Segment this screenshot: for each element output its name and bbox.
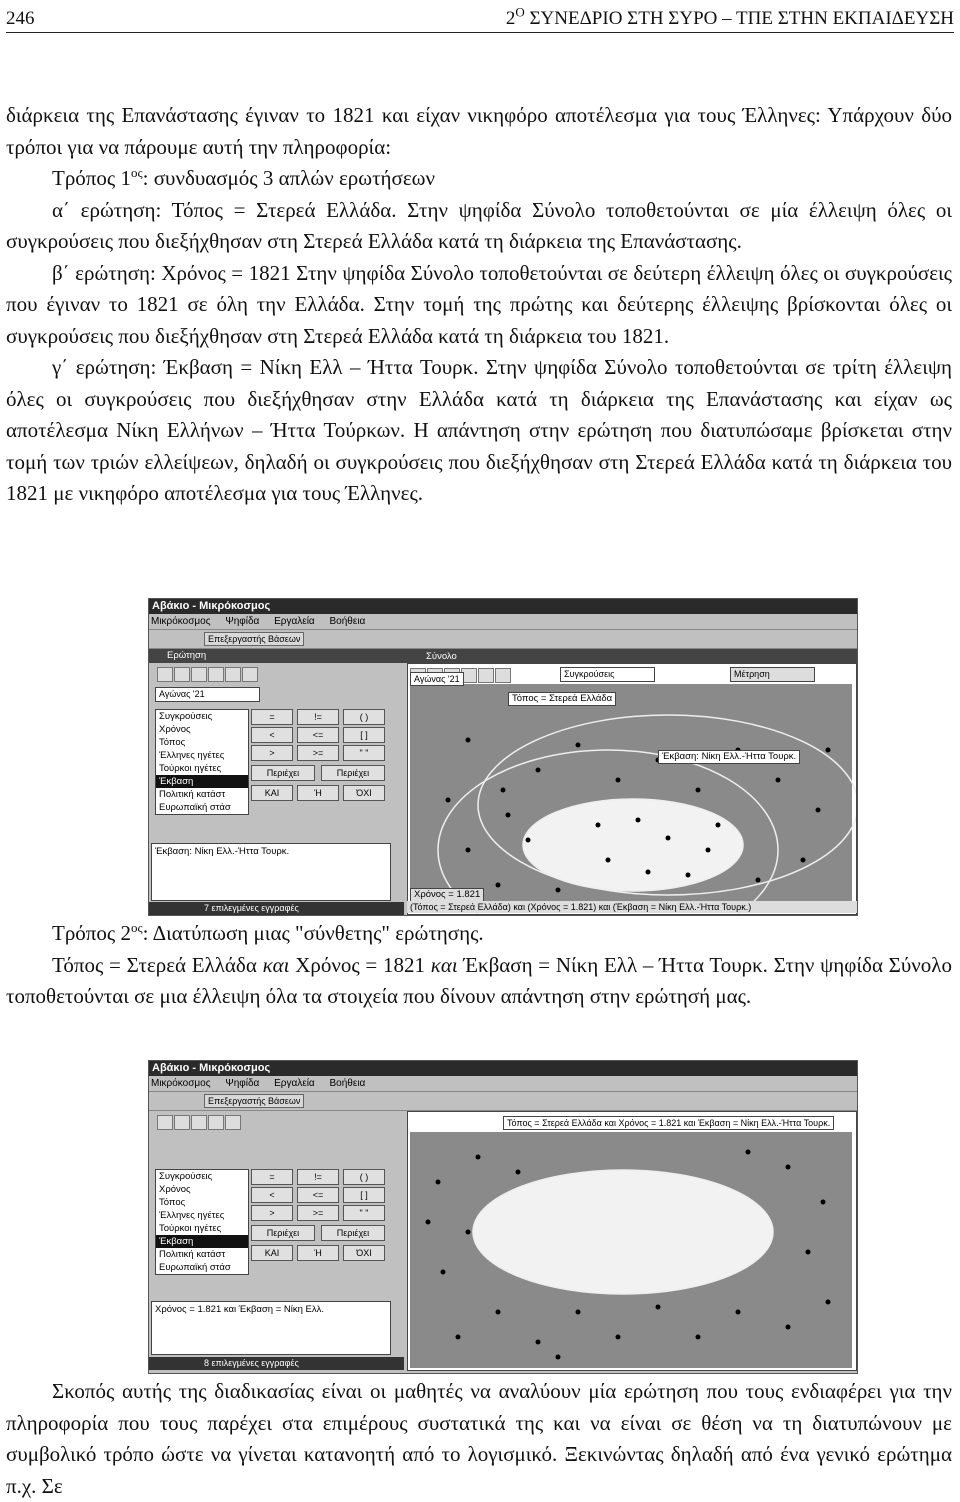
contains-button[interactable]: Περιέχει — [321, 1225, 385, 1241]
contains-button[interactable]: Περιέχει — [251, 1225, 315, 1241]
tool-icon[interactable] — [225, 1115, 241, 1130]
dataset-select[interactable]: Αγώνας '21 — [155, 687, 260, 702]
op-button[interactable]: = — [251, 709, 293, 725]
tab-db-editor[interactable]: Επεξεργαστής Βάσεων — [204, 1094, 304, 1108]
op-button[interactable]: <= — [297, 727, 339, 743]
op-button[interactable]: > — [251, 745, 293, 761]
running-title-text: ΣΥΝΕΔΡΙΟ ΣΤΗ ΣΥΡΟ – ΤΠΕ ΣΤΗΝ ΕΚΠΑΙΔΕΥΣΗ — [524, 8, 954, 29]
tool-icon[interactable] — [208, 667, 224, 682]
check-icon[interactable] — [157, 1115, 173, 1130]
list-item[interactable]: Πολιτική κατάστ — [159, 1249, 226, 1260]
list-item[interactable]: Συγκρούσεις — [159, 711, 213, 722]
op-button[interactable]: = — [251, 1169, 293, 1185]
italic-and: και — [262, 952, 290, 977]
measure-select[interactable]: Μέτρηση — [730, 667, 815, 682]
menu-item[interactable]: Μικρόκοσμος — [151, 616, 211, 627]
list-item[interactable]: Πολιτική κατάστ — [159, 789, 226, 800]
set-panel — [407, 649, 857, 915]
op-button[interactable]: ( ) — [343, 709, 385, 725]
op-button[interactable]: < — [251, 727, 293, 743]
text-run: : συνδυασμός 3 απλών ερωτήσεων — [142, 166, 435, 190]
list-item[interactable]: Έλληνες ηγέτες — [159, 1210, 225, 1221]
menu-item[interactable]: Βοήθεια — [329, 616, 366, 627]
tool-icon[interactable] — [191, 1115, 207, 1130]
field-list — [155, 709, 249, 815]
tab-db-editor[interactable]: Επεξεργαστής Βάσεων — [204, 632, 304, 646]
ellipse-label: Τόπος = Στερεά Ελλάδα και Χρόνος = 1.821 και Έκβαση = Νίκη Ελλ.-Ήττα Τουρκ. — [503, 1116, 834, 1130]
list-item[interactable]: Χρόνος — [159, 724, 191, 735]
page-header — [6, 6, 954, 33]
query-toolbar — [157, 665, 259, 685]
screenshot-2 — [148, 1060, 858, 1374]
menu-item[interactable]: Ψηφίδα — [225, 616, 260, 627]
query-text-box[interactable]: Έκβαση: Νίκη Ελλ.-Ήττα Τουρκ. — [151, 843, 391, 901]
op-button[interactable]: ( ) — [343, 1169, 385, 1185]
op-button[interactable]: != — [297, 1169, 339, 1185]
field-list — [155, 1169, 249, 1275]
menu-item[interactable]: Ψηφίδα — [225, 1078, 260, 1089]
status-bar: 7 επιλεγμένες εγγραφές — [149, 902, 404, 915]
status-bar: 8 επιλεγμένες εγγραφές — [149, 1357, 404, 1370]
text-run: Χρόνος = 1821 — [289, 952, 431, 977]
and-button[interactable]: ΚΑΙ — [251, 785, 293, 801]
app-title: Αβάκιο - Μικρόκοσμος — [149, 1061, 857, 1076]
list-item[interactable]: Τούρκοι ηγέτες — [159, 1223, 222, 1234]
paragraph: α΄ ερώτηση: Τόπος = Στερεά Ελλάδα. Στην ψηφίδα Σύνολο τοποθετούνται σε μία έλλειψη όλες οι συγκρούσεις που διεξήχθησαν στη Στερεά Ελλάδα κατά τη διάρκεια της Επανάστασης. — [6, 197, 952, 253]
db-editor-bar — [149, 1092, 857, 1111]
op-button[interactable]: >= — [297, 1205, 339, 1221]
list-item[interactable]: Χρόνος — [159, 1184, 191, 1195]
ellipse-label-xronos: Χρόνος = 1.821 — [410, 888, 484, 902]
close-icon[interactable] — [174, 667, 190, 682]
running-title-num: 2 — [505, 8, 516, 29]
paragraph: διάρκεια της Επανάστασης έγιναν το 1821 και είχαν νικηφόρο αποτέλεσμα για τους Έλληνες: Υπάρχουν δύο τρόποι για να πάρουμε αυτή την πληροφορία: — [6, 103, 952, 159]
close-icon[interactable] — [174, 1115, 190, 1130]
italic-and: και — [430, 952, 458, 977]
ellipse-label-topos: Τόπος = Στερεά Ελλάδα — [508, 692, 616, 706]
and-button[interactable]: ΚΑΙ — [251, 1245, 293, 1261]
menu-item[interactable]: Μικρόκοσμος — [151, 1078, 211, 1089]
superscript: ος — [130, 920, 143, 935]
op-button[interactable]: >= — [297, 745, 339, 761]
set-panel — [407, 1111, 857, 1371]
text-run: : Διατύπωση μιας "σύνθετης" ερώτησης. — [142, 921, 484, 945]
list-item[interactable]: Έκβαση — [156, 775, 248, 788]
not-button[interactable]: ΌΧΙ — [343, 1245, 385, 1261]
op-button[interactable]: < — [251, 1187, 293, 1203]
op-button[interactable]: != — [297, 709, 339, 725]
menu-item[interactable]: Βοήθεια — [329, 1078, 366, 1089]
text-run: Τόπος = Στερεά Ελλάδα — [52, 952, 263, 977]
list-item[interactable]: Τόπος — [159, 1197, 186, 1208]
op-button[interactable]: [ ] — [343, 1187, 385, 1203]
paragraph — [6, 950, 952, 1013]
running-title-sup: Ο — [515, 4, 525, 20]
list-item[interactable]: Συγκρούσεις — [159, 1171, 213, 1182]
list-item[interactable]: Έλληνες ηγέτες — [159, 750, 225, 761]
check-icon[interactable] — [157, 667, 173, 682]
paragraph: Σκοπός αυτής της διαδικασίας είναι οι μαθητές να αναλύουν μία ερώτηση που τους ενδιαφέρει για την πληροφορία που τους παρέχει στα επιμέρους συστατικά της και να είναι σε θέση να τη διατυπώνουν με συμβολικό τρόπο ώστε να γίνεται κατανοητή από το λογισμικό. Ξεκινώντας δηλαδή από ένα γενικό ερώτημα π.χ. Σε — [6, 1379, 952, 1498]
op-button[interactable]: > — [251, 1205, 293, 1221]
page-number: 246 — [6, 8, 35, 29]
tool-icon[interactable] — [208, 1115, 224, 1130]
query-window-title: Ερώτηση — [149, 649, 415, 663]
query-text-box[interactable]: Χρόνος = 1.821 και Έκβαση = Νίκη Ελλ. — [151, 1301, 391, 1355]
or-button[interactable]: Ή — [297, 785, 339, 801]
text-run: Τρόπος 2 — [52, 921, 131, 945]
list-item[interactable]: Ευρωπαϊκή στάσ — [159, 802, 231, 813]
body-text-2 — [6, 918, 952, 1013]
tool-icon[interactable] — [191, 667, 207, 682]
dataset-label: Αγώνας '21 — [410, 672, 464, 686]
set-diagram — [408, 650, 856, 914]
screenshot-1 — [148, 598, 858, 916]
menu-bar — [149, 614, 857, 630]
list-item[interactable]: Τούρκοι ηγέτες — [159, 763, 222, 774]
op-button[interactable]: [ ] — [343, 727, 385, 743]
text-run: Έκβαση = Νίκη Ελλ – Ήττα Τουρκ. Στην ψηφίδα Σύνολο τοποθετούνται σε μια έλλειψη όλα τα στοιχεία που δίνουν απάντηση στην ερώτησή μας. — [6, 952, 952, 1008]
superscript: ος — [130, 165, 143, 180]
menu-item[interactable]: Εργαλεία — [274, 616, 315, 627]
body-text-3 — [6, 1376, 952, 1502]
tool-icon[interactable] — [242, 667, 258, 682]
running-title — [505, 4, 954, 30]
contains-button[interactable]: Περιέχει — [251, 765, 315, 781]
paragraph — [6, 163, 952, 195]
paragraph: β΄ ερώτηση: Χρόνος = 1821 Στην ψηφίδα Σύνολο τοποθετούνται σε δεύτερη έλλειψη όλες οι συγκρούσεις που έγιναν το 1821 σε όλη την Ελλάδα. Στην τομή της πρώτης και δεύτερης έλλειψης βρίσκονται όλες οι συγκρούσεις που διεξήχθησαν στη Στερεά Ελλάδα κατά τη διάρκεια του 1821. — [6, 260, 952, 348]
text-run: Τρόπος 1 — [52, 166, 131, 190]
not-button[interactable]: ΌΧΙ — [343, 785, 385, 801]
menu-bar — [149, 1076, 857, 1092]
set-diagram — [408, 1112, 856, 1370]
query-toolbar — [157, 1113, 242, 1133]
contains-button[interactable]: Περιέχει — [321, 765, 385, 781]
set-window-title: Σύνολο — [408, 650, 858, 664]
set-selector[interactable]: Συγκρούσεις — [560, 667, 655, 682]
list-item[interactable]: Ευρωπαϊκή στάσ — [159, 1262, 231, 1273]
set-caption: (Τόπος = Στερεά Ελλάδα) και (Χρόνος = 1.821) και (Έκβαση = Νίκη Ελλ.-Ήττα Τουρκ.) — [407, 901, 858, 913]
or-button[interactable]: Ή — [297, 1245, 339, 1261]
app-title: Αβάκιο - Μικρόκοσμος — [149, 599, 857, 614]
menu-item[interactable]: Εργαλεία — [274, 1078, 315, 1089]
db-editor-bar — [149, 630, 857, 649]
op-button[interactable]: " " — [343, 745, 385, 761]
tool-icon[interactable] — [225, 667, 241, 682]
op-button[interactable]: <= — [297, 1187, 339, 1203]
list-item[interactable]: Τόπος — [159, 737, 186, 748]
list-item[interactable]: Έκβαση — [156, 1235, 248, 1248]
ellipse-label-ekvasi: Έκβαση: Νίκη Ελλ.-Ήττα Τουρκ. — [658, 750, 800, 764]
paragraph: γ΄ ερώτηση: Έκβαση = Νίκη Ελλ – Ήττα Τουρκ. Στην ψηφίδα Σύνολο τοποθετούνται σε τρίτη έλλειψη όλες οι συγκρούσεις που διεξήχθησαν στην Ελλάδα κατά τη διάρκεια της Επανάστασης και είχαν ως αποτέλεσμα Νίκη Ελλήνων – Ήττα Τούρκων. Η απάντηση στην ερώτηση που διατυπώσαμε βρίσκεται στην τομή των τριών ελλείψεων, δηλαδή οι συγκρούσεις που διεξήχθησαν στη Στερεά Ελλάδα κατά τη διάρκεια του 1821 με νικηφόρο αποτέλεσμα για τους Έλληνες. — [6, 355, 952, 505]
paragraph — [6, 918, 952, 950]
body-text-1 — [6, 100, 952, 510]
op-button[interactable]: " " — [343, 1205, 385, 1221]
